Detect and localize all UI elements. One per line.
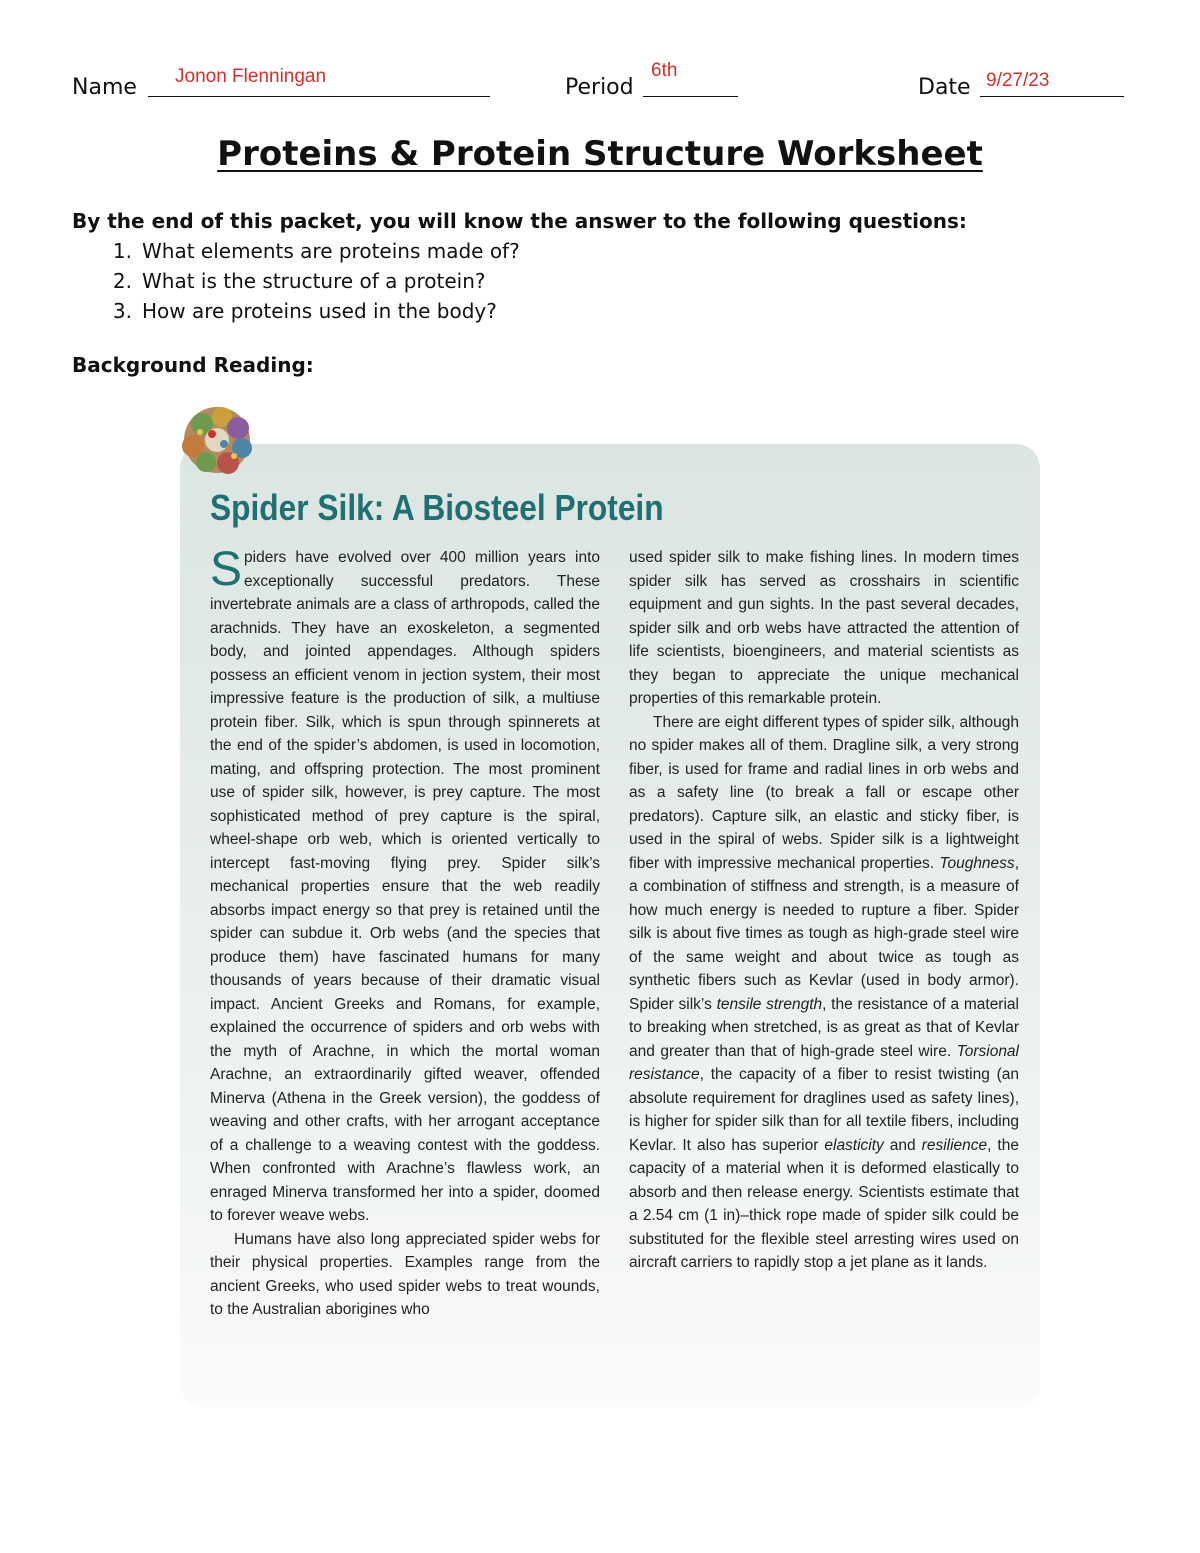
question-item: [72, 296, 520, 326]
reading-paragraph: [210, 543, 600, 1228]
question-text: What elements are proteins made of?: [142, 239, 520, 263]
period-value: 6th: [651, 60, 678, 81]
protein-molecule-image: [172, 402, 262, 478]
name-value: Jonon Flenningan: [175, 66, 327, 87]
paragraph-text: , the resistance of a material to breaking when stretched, is as great as that of Kevlar and greater than that of high-grade steel wire.: [629, 995, 1019, 1060]
question-number: 1.: [112, 239, 132, 263]
paragraph-text: There are eight different types of spider silk, although no spider makes all of them. Dragline silk, a very strong fiber, is used for frame and radial lines in orb webs and as a safety line (to break a fall or escape other predators). Capture silk, an elastic and sticky fiber, is used in the spiral of webs. Spider silk is a lightweight fiber with impressive mechanical properties.: [629, 713, 1019, 872]
worksheet-title: Proteins & Protein Structure Worksheet: [217, 134, 983, 174]
question-text: What is the structure of a protein?: [142, 269, 486, 293]
term-elasticity: elasticity: [824, 1136, 884, 1154]
paragraph-text: piders have evolved over 400 million years into exceptionally successful predators. These invertebrate animals are a class of arthropods, called the arachnids. They have an exoskeleton, a segmented body, and jointed appendages. Although spiders possess an efficient venom in jection system, their most impressive feature is the production of silk, a multiuse protein fiber. Silk, which is spun through spinnerets at the end of the spider’s abdomen, is used in locomotion, mating, and offspring protection. The most prominent use of spider silk, however, is prey capture. The most sophisticated method of prey capture is the spiral, wheel-shape orb web, which is oriented vertically to intercept fast-moving flying prey. Spider silk’s mechanical properties ensure that the web readily absorbs impact energy so that prey is retained until the spider can subdue it. Orb webs (and the species that produce them) have fascinated humans for many thousands of years because of their dramatic visual impact. Ancient Greeks and Romans, for example, explained the occurrence of spiders and orb webs with the myth of Arachne, in which the mortal woman Arachne, an extraordinarily gifted weaver, offended Minerva (Athena in the Greek version), the goddess of weaving and other crafts, with her arrogant acceptance of a challenge to a weaving contest with the goddess. When confronted with Arachne’s flawless work, an enraged Minerva transformed her into a spider, doomed to forever weave webs.: [210, 549, 600, 1224]
paragraph-text: , a combination of stiffness and strength, is a measure of how much energy is needed to rupture a fiber. Spider silk is about five times as tough as high-grade steel wire of the same weight and about twice as tough as synthetic fibers such as Kevlar (used in body armor). Spider silk’s: [629, 854, 1019, 1013]
term-tensile-strength: tensile strength: [716, 995, 823, 1013]
reading-paragraph: used spider silk to make fishing lines. In modern times spider silk has served as crosshairs in scientific equipment and gun sights. In the past several decades, spider silk and orb webs have attracted the attention of life scientists, bioengineers, and material scientists as they began to appreciate the unique mechanical properties of this remarkable protein.: [629, 549, 1019, 707]
date-label: Date: [918, 75, 971, 100]
reading-column-left: [210, 543, 600, 1322]
paragraph-text: and: [883, 1136, 922, 1154]
term-toughness: Toughness: [939, 854, 1015, 872]
paragraph-text: , the capacity of a material when it is deformed elastically to absorb and then release energy. Scientists estimate that a 2.54 cm (1 in)–thick rope made of spider silk could be substituted for the flexible steel arresting wires used on aircraft carriers to rapidly stop a jet plane as it lands.: [629, 1136, 1019, 1271]
term-resilience: resilience: [921, 1136, 988, 1154]
reading-paragraph: [629, 711, 1019, 1275]
question-item: [72, 266, 520, 296]
term-torsional-resistance: Torsional resistance: [629, 1042, 1019, 1083]
intro-text: By the end of this packet, you will know the answer to the following questions:: [72, 209, 967, 233]
question-list: [72, 236, 520, 326]
reading-title: Spider Silk: A Biosteel Protein: [210, 487, 664, 528]
period-label: Period: [565, 75, 634, 100]
paragraph-text: , the capacity of a fiber to resist twisting (an absolute requirement for draglines used as safety lines), is higher for spider silk than for all textile fibers, including Kevlar. It also has superior: [629, 1066, 1019, 1154]
background-reading-label: Background Reading:: [72, 353, 314, 377]
date-value: 9/27/23: [986, 70, 1050, 91]
question-number: 3.: [112, 299, 132, 323]
question-item: [72, 236, 520, 266]
question-text: How are proteins used in the body?: [142, 299, 497, 323]
name-label: Name: [72, 75, 137, 100]
drop-cap: S: [210, 543, 243, 596]
question-number: 2.: [112, 269, 132, 293]
reading-column-right: [629, 546, 1019, 1275]
reading-paragraph: Humans have also long appreciated spider webs for their physical properties. Examples range from the ancient Greeks, who used spider webs to treat wounds, to the Australian aborigines who: [210, 1230, 600, 1318]
